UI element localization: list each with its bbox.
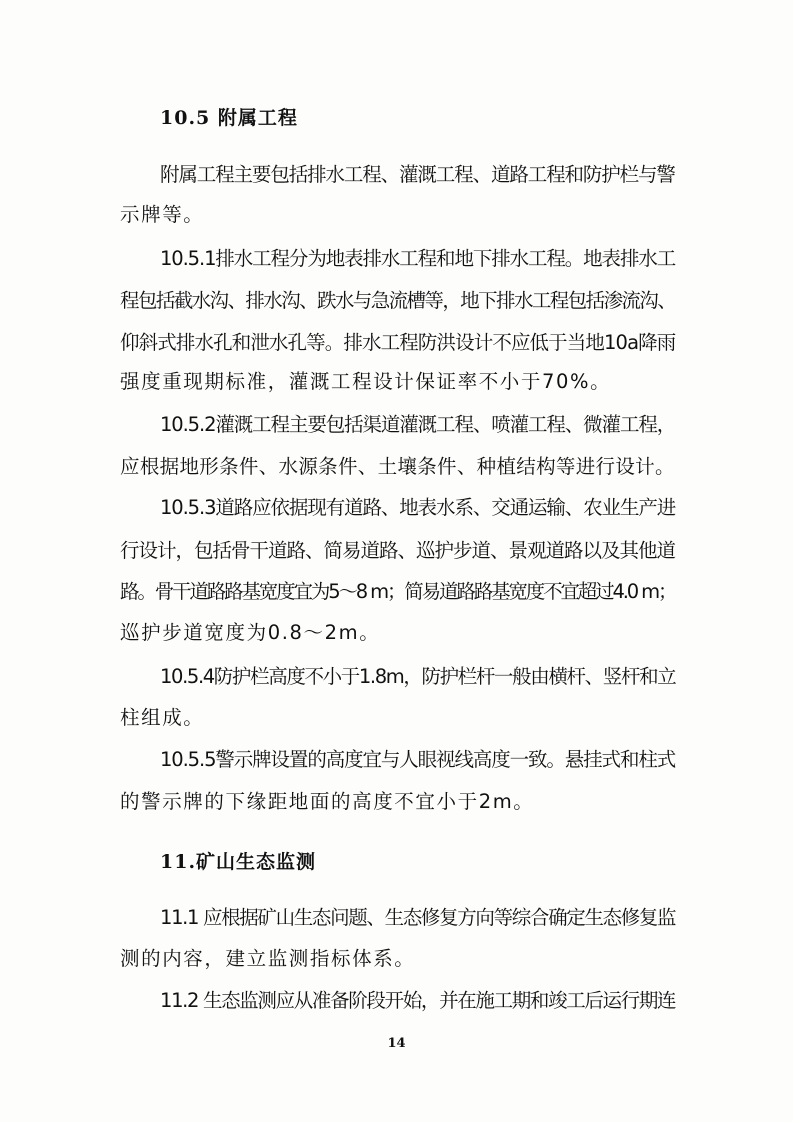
- section-heading-10-5: 10.5 附属工程: [160, 107, 298, 129]
- paragraph-line: 10.5.1排水工程分为地表排水工程和地下排水工程。地表排水工: [160, 247, 676, 270]
- paragraph-line: 行设计，包括骨干道路、简易道路、巡护步道、景观道路以及其他道: [120, 539, 676, 562]
- paragraph-line: 强度重现期标准，灌溉工程设计保证率不小于70%。: [120, 370, 612, 393]
- paragraph-line: 11.2 生态监测应从准备阶段开始，并在施工期和竣工后运行期连: [160, 989, 676, 1012]
- paragraph-line: 巡护步道宽度为0.8～2m。: [120, 621, 381, 644]
- section-heading-11: 11.矿山生态监测: [160, 851, 317, 873]
- paragraph-line: 应根据地形条件、水源条件、土壤条件、种植结构等进行设计。: [120, 455, 675, 478]
- paragraph-line: 的警示牌的下缘距地面的高度不宜小于2m。: [120, 790, 535, 813]
- paragraph-line: 程包括截水沟、排水沟、跌水与急流槽等，地下排水工程包括渗流沟、: [120, 289, 676, 312]
- paragraph-line: 10.5.4防护栏高度不小于1.8m，防护栏杆一般由横杆、竖杆和立: [160, 665, 676, 688]
- paragraph-line: 测的内容，建立监测指标体系。: [120, 947, 416, 970]
- paragraph-line: 10.5.5警示牌设置的高度宜与人眼视线高度一致。悬挂式和柱式: [160, 748, 676, 771]
- paragraph-line: 柱组成。: [120, 706, 205, 729]
- page-number: 14: [387, 1036, 406, 1051]
- paragraph-line: 仰斜式排水孔和泄水孔等。排水工程防洪设计不应低于当地10a降雨: [120, 331, 676, 354]
- paragraph-line: 11.1 应根据矿山生态问题、生态修复方向等综合确定生态修复监: [160, 906, 676, 929]
- paragraph-line: 10.5.2灌溉工程主要包括渠道灌溉工程、喷灌工程、微灌工程，: [160, 413, 676, 436]
- paragraph-line: 示牌等。: [120, 203, 205, 226]
- paragraph-line: 10.5.3道路应依据现有道路、地表水系、交通运输、农业生产进: [160, 496, 676, 519]
- paragraph-line: 路。骨干道路路基宽度宜为5～8 m；简易道路路基宽度不宜超过4.0 m；: [120, 580, 676, 603]
- paragraph-line: 附属工程主要包括排水工程、灌溉工程、道路工程和防护栏与警: [160, 163, 675, 186]
